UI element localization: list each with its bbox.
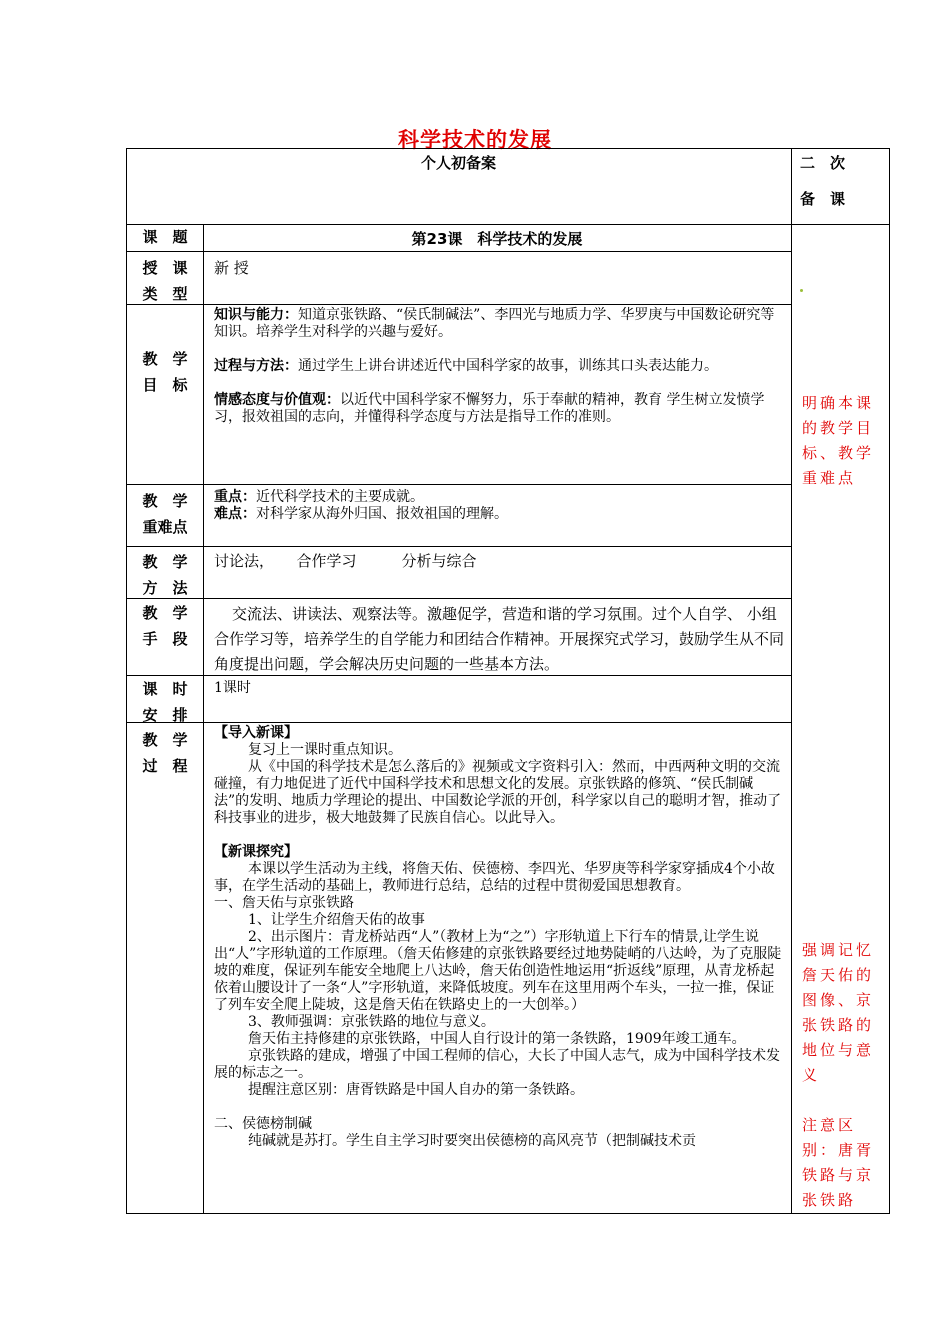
- section-paragraph: 2、出示图片：青龙桥站西“人”（教材上为“之”）字形轨道上下行车的情景,让学生说出“人”字形轨道的工作原理。（詹天佑修建的京张铁路要经过地势陡峭的八达岭，为了克服陡坡的难度，保证列车能安全地爬上八达岭，詹天佑创造性地运用“折返线”原理，从青龙桥起依着山腰设计了一条“人”字形轨道，来降低坡度。列车在这里用两个车头，一拉一推，保证了列车安全爬上陡坡，这是詹天佑在铁路史上的一大创举。）: [214, 929, 782, 1013]
- keypoints-text: [214, 489, 784, 523]
- side-note-process: 强调记忆詹天佑的图像、京张铁路的地位与意义: [802, 941, 875, 1084]
- emotion-text: 以近代中国科学家不懈努力，乐于奉献的精神，教育 学生树立发愤学习，报效祖国的志向，并懂得科学态度与方法是指导工作的准则。: [214, 392, 765, 425]
- header-main: 个人初备案: [420, 154, 496, 172]
- section-paragraph: 提醒注意区别：唐胥铁路是中国人自办的第一条铁路。: [248, 1082, 584, 1098]
- section-paragraph: 3、教师强调：京张铁路的地位与意义。: [248, 1014, 495, 1030]
- lesson-type: 新 授: [214, 259, 249, 277]
- process-text: [214, 725, 784, 1150]
- section-paragraph: 1、让学生介绍詹天佑的故事: [248, 912, 425, 928]
- intro-heading: 【导入新课】: [214, 725, 298, 741]
- section-paragraph: 詹天佑主持修建的京张铁路，中国人自行设计的第一条铁路，1909年竣工通车。: [248, 1031, 746, 1047]
- label-means: 教 学 手 段: [142, 604, 188, 648]
- header-side-line2: 备 课: [800, 190, 846, 208]
- intro-paragraph: 从《中国的科学技术是怎么落后的》视频或文字资料引入：然而，中西两种文明的交流碰撞，有力地促进了近代中国科学技术和思想文化的发展。京张铁路的修筑、“侯氏制碱法”的发明、地质力学理论的提出、中国数论学派的开创，科学家以自己的聪明才智，推动了科技事业的进步，极大地鼓舞了民族自信心。以此导入。: [214, 759, 782, 826]
- divider: [126, 546, 792, 547]
- label-method: 教 学 方 法: [142, 553, 188, 597]
- label-goals: 教 学 目 标: [142, 350, 188, 394]
- emotion-heading: 情感态度与价值观：: [214, 392, 340, 408]
- section-heading: 二、侯德榜制碱: [214, 1116, 312, 1132]
- divider: [126, 484, 792, 485]
- key-text: 近代科学技术的主要成就。: [256, 489, 424, 505]
- difficulty-text: 对科学家从海外归国、报效祖国的理解。: [256, 506, 508, 522]
- label-process: 教 学 过 程: [142, 731, 188, 775]
- divider: [126, 224, 890, 225]
- divider: [126, 304, 792, 305]
- means-text: 交流法、讲读法、观察法等。激趣促学，营造和谐的学习氛围。过个人自学、 小组合作学习等，培养学生的自学能力和团结合作精神。开展探究式学习，鼓励学生从不同角度提出问题，学会解决历史问题的一些基本方法。: [214, 605, 785, 673]
- label-hours: 课 时 安 排: [142, 680, 188, 724]
- knowledge-text: 知道京张铁路、“侯氏制碱法”、李四光与地质力学、华罗庚与中国数论研究等知识。培养学生对科学的兴趣与爱好。: [214, 307, 775, 340]
- hours-text: 1课时: [214, 680, 251, 696]
- lesson-topic: 第23课 科学技术的发展: [411, 230, 583, 248]
- knowledge-heading: 知识与能力：: [214, 307, 298, 323]
- new-heading: 【新课探究】: [214, 844, 298, 860]
- goals-text: [214, 307, 784, 426]
- side-note-goals: 明确本课的教学目标、教学重难点: [802, 394, 875, 487]
- label-keypoints: 教 学 重难点: [142, 492, 188, 536]
- divider: [126, 251, 792, 252]
- section-heading: 一、詹天佑与京张铁路: [214, 895, 354, 911]
- divider: [126, 722, 792, 723]
- process-heading: 过程与方法：: [214, 358, 298, 374]
- key-heading: 重点：: [214, 489, 256, 505]
- difficulty-heading: 难点：: [214, 506, 256, 522]
- divider: [126, 598, 792, 599]
- marker-dot: [800, 289, 803, 292]
- label-topic: 课 题: [142, 228, 188, 246]
- header-side-line1: 二 次: [800, 154, 846, 172]
- method-text: 讨论法， 合作学习 分析与综合: [214, 552, 477, 570]
- divider: [203, 224, 204, 1214]
- page-title: 科学技术的发展: [398, 128, 552, 152]
- section-paragraph: 京张铁路的建成，增强了中国工程师的信心，大长了中国人志气，成为中国科学技术发展的标志之一。: [214, 1048, 780, 1081]
- process-text: 通过学生上讲台讲述近代中国科学家的故事，训练其口头表达能力。: [298, 358, 718, 374]
- side-note-distinguish: 注意区别：唐胥铁路与京张铁路: [802, 1116, 875, 1209]
- label-type: 授 课 类 型: [142, 259, 188, 303]
- section-paragraph: 纯碱就是苏打。学生自主学习时要突出侯德榜的高风亮节（把制碱技术贡: [248, 1133, 696, 1149]
- intro-paragraph: 复习上一课时重点知识。: [248, 742, 402, 758]
- divider: [791, 148, 792, 1214]
- new-paragraph: 本课以学生活动为主线，将詹天佑、侯德榜、李四光、华罗庚等科学家穿插成4个小故事，在学生活动的基础上，教师进行总结，总结的过程中贯彻爱国思想教育。: [214, 861, 775, 894]
